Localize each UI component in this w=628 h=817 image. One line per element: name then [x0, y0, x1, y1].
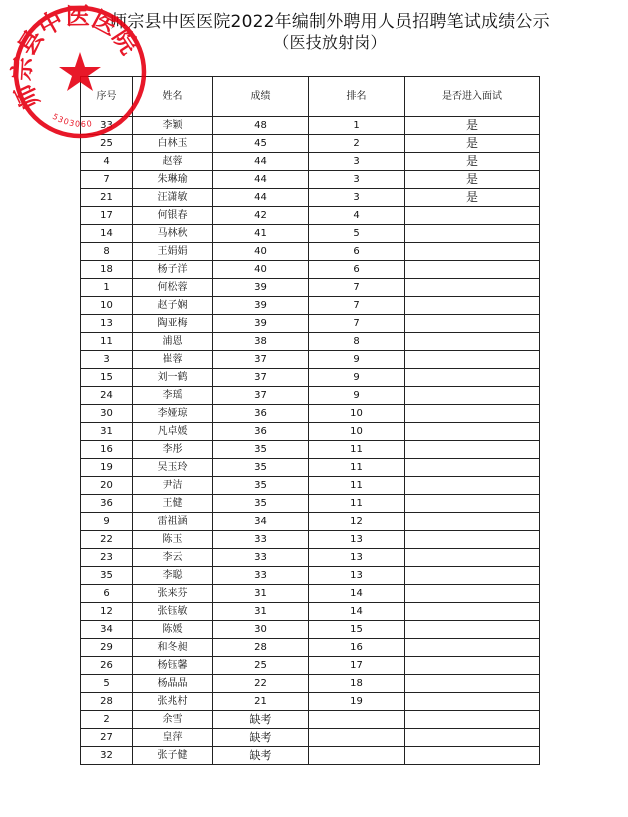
cell-score: 36	[213, 405, 309, 423]
cell-number: 19	[81, 459, 133, 477]
cell-interview	[405, 531, 540, 549]
cell-interview	[405, 369, 540, 387]
cell-name: 吴玉玲	[133, 459, 213, 477]
table-row	[81, 477, 540, 495]
table-row	[81, 351, 540, 369]
cell-score: 21	[213, 693, 309, 711]
cell-rank: 9	[309, 351, 405, 369]
seal-name-text: 师宗县中医医院	[7, 2, 144, 114]
cell-rank: 10	[309, 405, 405, 423]
cell-rank	[309, 711, 405, 729]
cell-name: 赵蓉	[133, 153, 213, 171]
cell-number: 30	[81, 405, 133, 423]
cell-score: 44	[213, 171, 309, 189]
cell-rank: 8	[309, 333, 405, 351]
cell-rank: 11	[309, 495, 405, 513]
table-row	[81, 243, 540, 261]
cell-number: 5	[81, 675, 133, 693]
cell-number: 13	[81, 315, 133, 333]
cell-score: 22	[213, 675, 309, 693]
cell-rank: 1	[309, 117, 405, 135]
cell-number: 15	[81, 369, 133, 387]
cell-score: 缺考	[213, 747, 309, 765]
cell-score: 37	[213, 387, 309, 405]
table-row	[81, 315, 540, 333]
table-row	[81, 297, 540, 315]
cell-interview	[405, 315, 540, 333]
cell-interview	[405, 495, 540, 513]
cell-number: 32	[81, 747, 133, 765]
cell-interview	[405, 711, 540, 729]
cell-number: 9	[81, 513, 133, 531]
cell-interview	[405, 405, 540, 423]
cell-name: 和冬昶	[133, 639, 213, 657]
cell-score: 41	[213, 225, 309, 243]
table-row	[81, 567, 540, 585]
cell-interview	[405, 747, 540, 765]
table-row	[81, 549, 540, 567]
cell-name: 陶亚梅	[133, 315, 213, 333]
cell-interview	[405, 459, 540, 477]
cell-score: 48	[213, 117, 309, 135]
cell-score: 45	[213, 135, 309, 153]
table-row	[81, 513, 540, 531]
header-number: 序号	[81, 77, 133, 117]
cell-rank: 4	[309, 207, 405, 225]
cell-score: 40	[213, 261, 309, 279]
seal-code-text: 5303060	[50, 111, 94, 129]
table-row	[81, 117, 540, 135]
cell-rank: 7	[309, 279, 405, 297]
cell-interview	[405, 261, 540, 279]
table-row	[81, 639, 540, 657]
cell-number: 26	[81, 657, 133, 675]
cell-interview	[405, 657, 540, 675]
cell-number: 1	[81, 279, 133, 297]
cell-name: 赵子娴	[133, 297, 213, 315]
cell-interview	[405, 279, 540, 297]
cell-name: 浦恩	[133, 333, 213, 351]
cell-name: 杨子洋	[133, 261, 213, 279]
table-row	[81, 405, 540, 423]
cell-number: 6	[81, 585, 133, 603]
cell-interview	[405, 603, 540, 621]
table-row	[81, 333, 540, 351]
table-row	[81, 459, 540, 477]
cell-score: 42	[213, 207, 309, 225]
cell-rank: 11	[309, 459, 405, 477]
cell-score: 39	[213, 297, 309, 315]
cell-rank: 3	[309, 171, 405, 189]
cell-interview	[405, 351, 540, 369]
cell-rank: 19	[309, 693, 405, 711]
cell-number: 21	[81, 189, 133, 207]
cell-interview	[405, 693, 540, 711]
cell-rank: 18	[309, 675, 405, 693]
cell-rank: 14	[309, 603, 405, 621]
cell-number: 35	[81, 567, 133, 585]
cell-score: 38	[213, 333, 309, 351]
cell-interview	[405, 225, 540, 243]
cell-name: 何银春	[133, 207, 213, 225]
document-subtitle: （医技放射岗）	[273, 33, 387, 52]
table-row	[81, 369, 540, 387]
cell-name: 李彤	[133, 441, 213, 459]
cell-rank: 6	[309, 261, 405, 279]
cell-interview	[405, 729, 540, 747]
cell-score: 33	[213, 567, 309, 585]
cell-interview	[405, 639, 540, 657]
cell-number: 11	[81, 333, 133, 351]
cell-interview: 是	[405, 153, 540, 171]
cell-number: 16	[81, 441, 133, 459]
table-row	[81, 225, 540, 243]
cell-number: 3	[81, 351, 133, 369]
cell-score: 34	[213, 513, 309, 531]
cell-rank: 7	[309, 315, 405, 333]
cell-rank: 12	[309, 513, 405, 531]
table-row	[81, 207, 540, 225]
cell-number: 8	[81, 243, 133, 261]
cell-rank: 10	[309, 423, 405, 441]
cell-name: 尹洁	[133, 477, 213, 495]
cell-name: 杨钰馨	[133, 657, 213, 675]
cell-number: 25	[81, 135, 133, 153]
cell-rank: 17	[309, 657, 405, 675]
cell-score: 40	[213, 243, 309, 261]
table-row	[81, 585, 540, 603]
table-row	[81, 135, 540, 153]
cell-number: 29	[81, 639, 133, 657]
cell-number: 33	[81, 117, 133, 135]
cell-score: 37	[213, 351, 309, 369]
cell-number: 28	[81, 693, 133, 711]
cell-interview: 是	[405, 189, 540, 207]
cell-interview	[405, 567, 540, 585]
cell-name: 李聪	[133, 567, 213, 585]
cell-interview	[405, 207, 540, 225]
cell-score: 39	[213, 279, 309, 297]
cell-name: 张来芬	[133, 585, 213, 603]
document-title: 师宗县中医医院2022年编制外聘用人员招聘笔试成绩公示	[110, 12, 550, 32]
cell-rank: 15	[309, 621, 405, 639]
table-row	[81, 657, 540, 675]
cell-name: 李娅琼	[133, 405, 213, 423]
table-row	[81, 387, 540, 405]
cell-name: 王健	[133, 495, 213, 513]
table-row	[81, 693, 540, 711]
header-rank: 排名	[309, 77, 405, 117]
table-row	[81, 675, 540, 693]
cell-name: 张子健	[133, 747, 213, 765]
cell-rank: 16	[309, 639, 405, 657]
cell-interview	[405, 675, 540, 693]
cell-name: 张钰敏	[133, 603, 213, 621]
cell-rank: 13	[309, 531, 405, 549]
table-row	[81, 153, 540, 171]
table-row	[81, 747, 540, 765]
score-table	[80, 76, 540, 765]
cell-score: 25	[213, 657, 309, 675]
cell-interview	[405, 585, 540, 603]
cell-name: 李云	[133, 549, 213, 567]
cell-number: 20	[81, 477, 133, 495]
cell-number: 24	[81, 387, 133, 405]
table-row	[81, 261, 540, 279]
cell-number: 2	[81, 711, 133, 729]
table-header-row	[81, 77, 540, 117]
cell-name: 陈媛	[133, 621, 213, 639]
cell-number: 10	[81, 297, 133, 315]
cell-name: 白林玉	[133, 135, 213, 153]
cell-rank: 11	[309, 441, 405, 459]
table-row	[81, 441, 540, 459]
cell-score: 缺考	[213, 711, 309, 729]
cell-interview: 是	[405, 135, 540, 153]
cell-interview	[405, 513, 540, 531]
table-row	[81, 279, 540, 297]
cell-name: 李瑶	[133, 387, 213, 405]
cell-interview	[405, 477, 540, 495]
cell-name: 陈玉	[133, 531, 213, 549]
table-row	[81, 423, 540, 441]
cell-number: 34	[81, 621, 133, 639]
cell-score: 36	[213, 423, 309, 441]
cell-score: 33	[213, 531, 309, 549]
cell-number: 22	[81, 531, 133, 549]
table-row	[81, 711, 540, 729]
cell-score: 37	[213, 369, 309, 387]
header-interview: 是否进入面试	[405, 77, 540, 117]
cell-interview	[405, 549, 540, 567]
cell-score: 35	[213, 459, 309, 477]
cell-name: 何松蓉	[133, 279, 213, 297]
cell-name: 汪潇敏	[133, 189, 213, 207]
cell-rank: 13	[309, 567, 405, 585]
table-row	[81, 495, 540, 513]
cell-interview	[405, 333, 540, 351]
cell-score: 44	[213, 153, 309, 171]
cell-interview	[405, 423, 540, 441]
cell-name: 李颖	[133, 117, 213, 135]
cell-rank	[309, 747, 405, 765]
table-row	[81, 603, 540, 621]
table-row	[81, 729, 540, 747]
cell-score: 33	[213, 549, 309, 567]
cell-interview	[405, 297, 540, 315]
cell-rank	[309, 729, 405, 747]
cell-score: 31	[213, 585, 309, 603]
cell-score: 35	[213, 477, 309, 495]
cell-rank: 13	[309, 549, 405, 567]
cell-interview	[405, 621, 540, 639]
cell-rank: 2	[309, 135, 405, 153]
cell-interview	[405, 441, 540, 459]
cell-name: 余雪	[133, 711, 213, 729]
cell-score: 30	[213, 621, 309, 639]
cell-rank: 3	[309, 189, 405, 207]
cell-number: 7	[81, 171, 133, 189]
cell-number: 23	[81, 549, 133, 567]
cell-number: 27	[81, 729, 133, 747]
cell-rank: 9	[309, 369, 405, 387]
cell-name: 朱琳瑜	[133, 171, 213, 189]
cell-score: 44	[213, 189, 309, 207]
cell-score: 35	[213, 495, 309, 513]
cell-rank: 11	[309, 477, 405, 495]
cell-rank: 5	[309, 225, 405, 243]
cell-rank: 14	[309, 585, 405, 603]
cell-rank: 9	[309, 387, 405, 405]
cell-interview	[405, 387, 540, 405]
header-score: 成绩	[213, 77, 309, 117]
cell-score: 31	[213, 603, 309, 621]
cell-interview: 是	[405, 117, 540, 135]
cell-score: 28	[213, 639, 309, 657]
cell-name: 马林秋	[133, 225, 213, 243]
cell-interview: 是	[405, 171, 540, 189]
cell-score: 缺考	[213, 729, 309, 747]
cell-name: 皇萍	[133, 729, 213, 747]
cell-number: 17	[81, 207, 133, 225]
table-body	[81, 117, 540, 765]
cell-name: 刘一鹤	[133, 369, 213, 387]
table-row	[81, 189, 540, 207]
cell-interview	[405, 243, 540, 261]
cell-rank: 3	[309, 153, 405, 171]
cell-number: 12	[81, 603, 133, 621]
cell-number: 4	[81, 153, 133, 171]
header-name: 姓名	[133, 77, 213, 117]
cell-number: 31	[81, 423, 133, 441]
cell-number: 14	[81, 225, 133, 243]
cell-name: 杨晶晶	[133, 675, 213, 693]
cell-number: 18	[81, 261, 133, 279]
cell-name: 凡卓媛	[133, 423, 213, 441]
cell-name: 雷祖涵	[133, 513, 213, 531]
table-row	[81, 621, 540, 639]
cell-name: 张兆村	[133, 693, 213, 711]
cell-name: 王娟娟	[133, 243, 213, 261]
table-row	[81, 171, 540, 189]
cell-rank: 6	[309, 243, 405, 261]
table-row	[81, 531, 540, 549]
cell-score: 35	[213, 441, 309, 459]
cell-name: 崔蓉	[133, 351, 213, 369]
cell-number: 36	[81, 495, 133, 513]
cell-rank: 7	[309, 297, 405, 315]
cell-score: 39	[213, 315, 309, 333]
